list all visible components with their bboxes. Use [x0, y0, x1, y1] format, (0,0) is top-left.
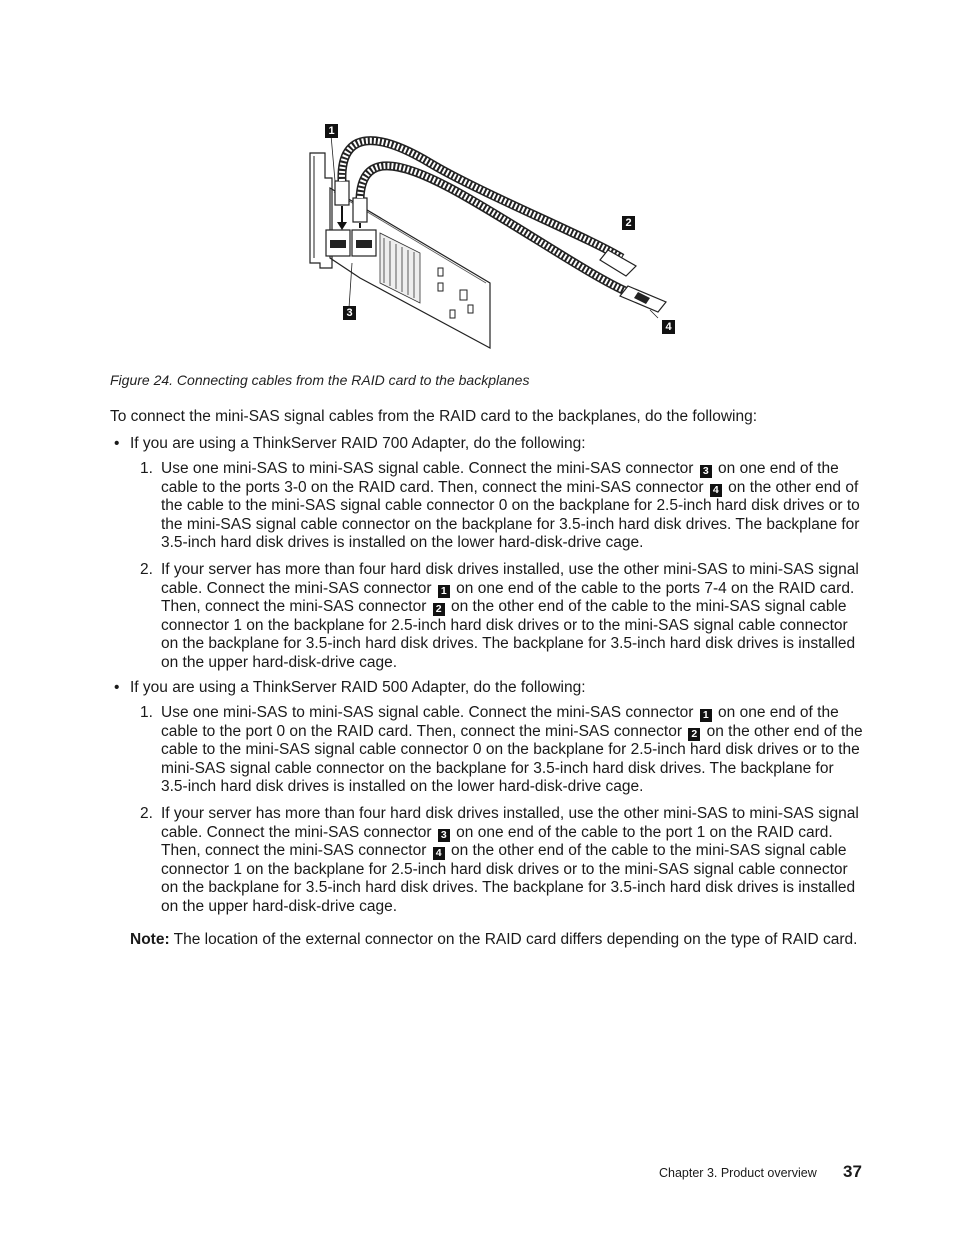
callout-badge: 2 [688, 728, 700, 741]
step-number: 1. [140, 704, 153, 721]
bullet-dot: • [114, 435, 120, 452]
step-text-part: on the other end of the cable to the mini-SAS signal cable connector 1 on the backplane for 2.5-inch hard disk drives or to the mini-SAS signal cable connector on the backplane for 3.5-inch hard disk drives. The backplane for 3.5-inch hard disk drives is installed on the upper hard-disk-drive cage. [161, 842, 856, 915]
step-text [161, 561, 864, 673]
bullet-text: If you are using a ThinkServer RAID 500 Adapter, do the following: [130, 679, 586, 696]
step-text-part: Use one mini-SAS to mini-SAS signal cable. Connect the mini-SAS connector [161, 704, 694, 721]
footer-chapter-title: Chapter 3. Product overview [659, 1166, 817, 1180]
step-text-part: on the other end of the cable to the mini-SAS signal cable connector 0 on the backplane for 2.5-inch hard disk drives or to the mini-SAS signal cable connector on the backplane for 3.5-inch hard disk drives. The backplane for 3.5-inch hard disk drives is installed on the lower hard-disk-drive cage. [161, 722, 863, 796]
bullet-dot: • [114, 679, 120, 696]
figure-callout-4: 4 [662, 320, 675, 334]
callout-badge: 2 [433, 603, 445, 616]
raid700-step-1 [140, 460, 864, 553]
figure-caption: Figure 24. Connecting cables from the RAID card to the backplanes [110, 372, 530, 388]
step-text-part: on one end of the cable to the ports 3-0 on the RAID card. Then, connect the mini-SAS connector [161, 460, 839, 496]
step-text-part: on one end of the cable to the ports 7-4 on the RAID card. Then, connect the mini-SAS connector [161, 579, 855, 616]
step-text [161, 460, 864, 553]
step-text [161, 805, 864, 917]
callout-badge: 3 [438, 829, 450, 842]
step-text-part: Use one mini-SAS to mini-SAS signal cable. Connect the mini-SAS connector [161, 460, 694, 477]
callout-badge: 3 [700, 465, 712, 478]
step-number: 2. [140, 561, 153, 578]
bullet-text: If you are using a ThinkServer RAID 700 Adapter, do the following: [130, 435, 586, 452]
note-label: Note: [130, 931, 170, 948]
intro-paragraph: To connect the mini-SAS signal cables from the RAID card to the backplanes, do the following: [110, 408, 758, 425]
step-text-part: on the other end of the cable to the mini-SAS signal cable connector 0 on the backplane for 2.5-inch hard disk drives or to the mini-SAS signal cable connector on the backplane for 3.5-inch hard disk drives. The backplane for 3.5-inch hard disk drives is installed on the lower hard-disk-drive cage. [161, 478, 860, 552]
raid700-step-2 [140, 561, 864, 673]
note-text: The location of the external connector on the RAID card differs depending on the type of RAID card. [173, 931, 858, 948]
callout-badge: 1 [438, 585, 450, 598]
step-text-part: If your server has more than four hard disk drives installed, use the other mini-SAS to mini-SAS signal cable. Connect the mini-SAS connector [161, 561, 859, 597]
figure-callout-1: 1 [325, 124, 338, 138]
callout-badge: 4 [433, 847, 445, 860]
page-number: 37 [843, 1162, 862, 1181]
callout-badge: 1 [700, 709, 712, 722]
step-number: 2. [140, 805, 153, 822]
step-text-part: If your server has more than four hard disk drives installed, use the other mini-SAS to mini-SAS signal cable. Connect the mini-SAS connector [161, 805, 859, 841]
step-text-part: on one end of the cable to the port 0 on the RAID card. Then, connect the mini-SAS connector [161, 704, 839, 740]
figure-callout-3: 3 [343, 306, 356, 320]
step-text-part: on the other end of the cable to the mini-SAS signal cable connector 1 on the backplane for 2.5-inch hard disk drives or to the mini-SAS signal cable connector on the backplane for 3.5-inch hard disk drives. The backplane for 3.5-inch hard disk drives is installed on the upper hard-disk-drive cage. [161, 598, 856, 671]
figure-callout-2: 2 [622, 216, 635, 230]
step-text-part: on one end of the cable to the port 1 on the RAID card. Then, connect the mini-SAS connector [161, 823, 833, 860]
step-number: 1. [140, 460, 153, 477]
note-paragraph [130, 931, 857, 949]
step-text [161, 704, 864, 797]
raid500-step-1 [140, 704, 864, 797]
raid500-step-2 [140, 805, 864, 917]
callout-badge: 4 [710, 484, 722, 497]
raid-card-figure [290, 118, 690, 353]
